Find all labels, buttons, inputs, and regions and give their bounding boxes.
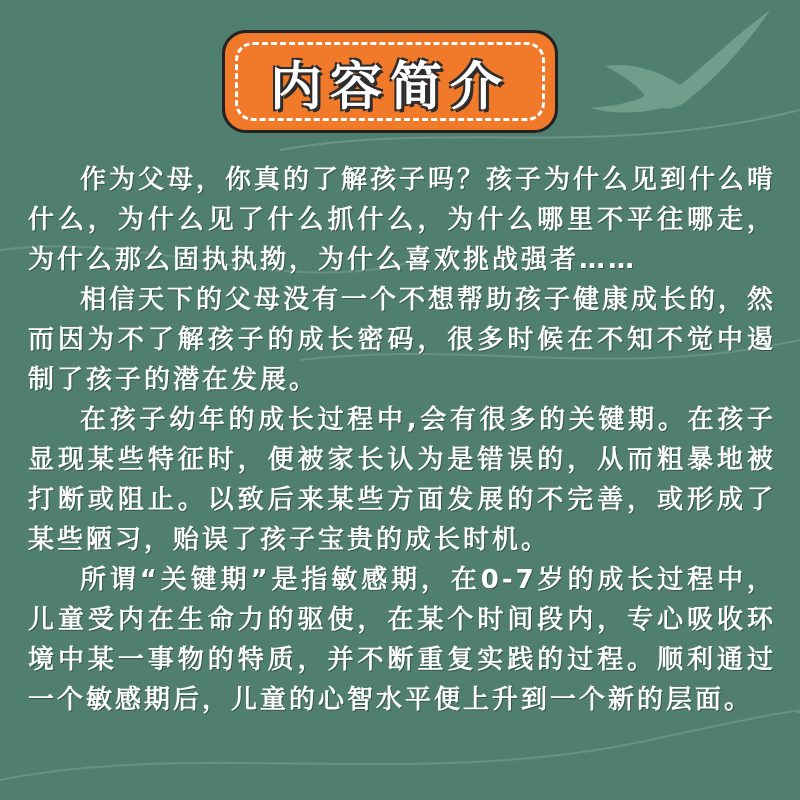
page-title: 内容简介 (269, 56, 510, 117)
introduction-text (28, 160, 776, 720)
title-badge (222, 30, 558, 133)
paragraph: 相信天下的父母没有一个不想帮助孩子健康成长的，然而因为不了解孩子的成长密码，很多时候在不知不觉中遏制了孩子的潜在发展。 (28, 285, 777, 395)
paragraph: 所谓“关键期”是指敏感期，在0-7岁的成长过程中，儿童受内在生命力的驱使，在某个时间段内，专心吸收环境中某一事物的特质，并不断重复实践的过程。顺利通过一个敏感期后，儿童的心智水平便上升到一个新的层面。 (28, 565, 776, 715)
paragraph: 在孩子幼年的成长过程中,会有很多的关键期。在孩子显现某些特征时，便被家长认为是错误的，从而粗暴地被打断或阻止。以致后来某些方面发展的不完善，或形成了某些陋习，贻误了孩子宝贵的成长时机。 (28, 405, 776, 555)
paragraph: 作为父母，你真的了解孩子吗？孩子为什么见到什么啃什么，为什么见了什么抓什么，为什么哪里不平往哪走，为什么那么固执执拗，为什么喜欢挑战强者…… (28, 165, 777, 275)
